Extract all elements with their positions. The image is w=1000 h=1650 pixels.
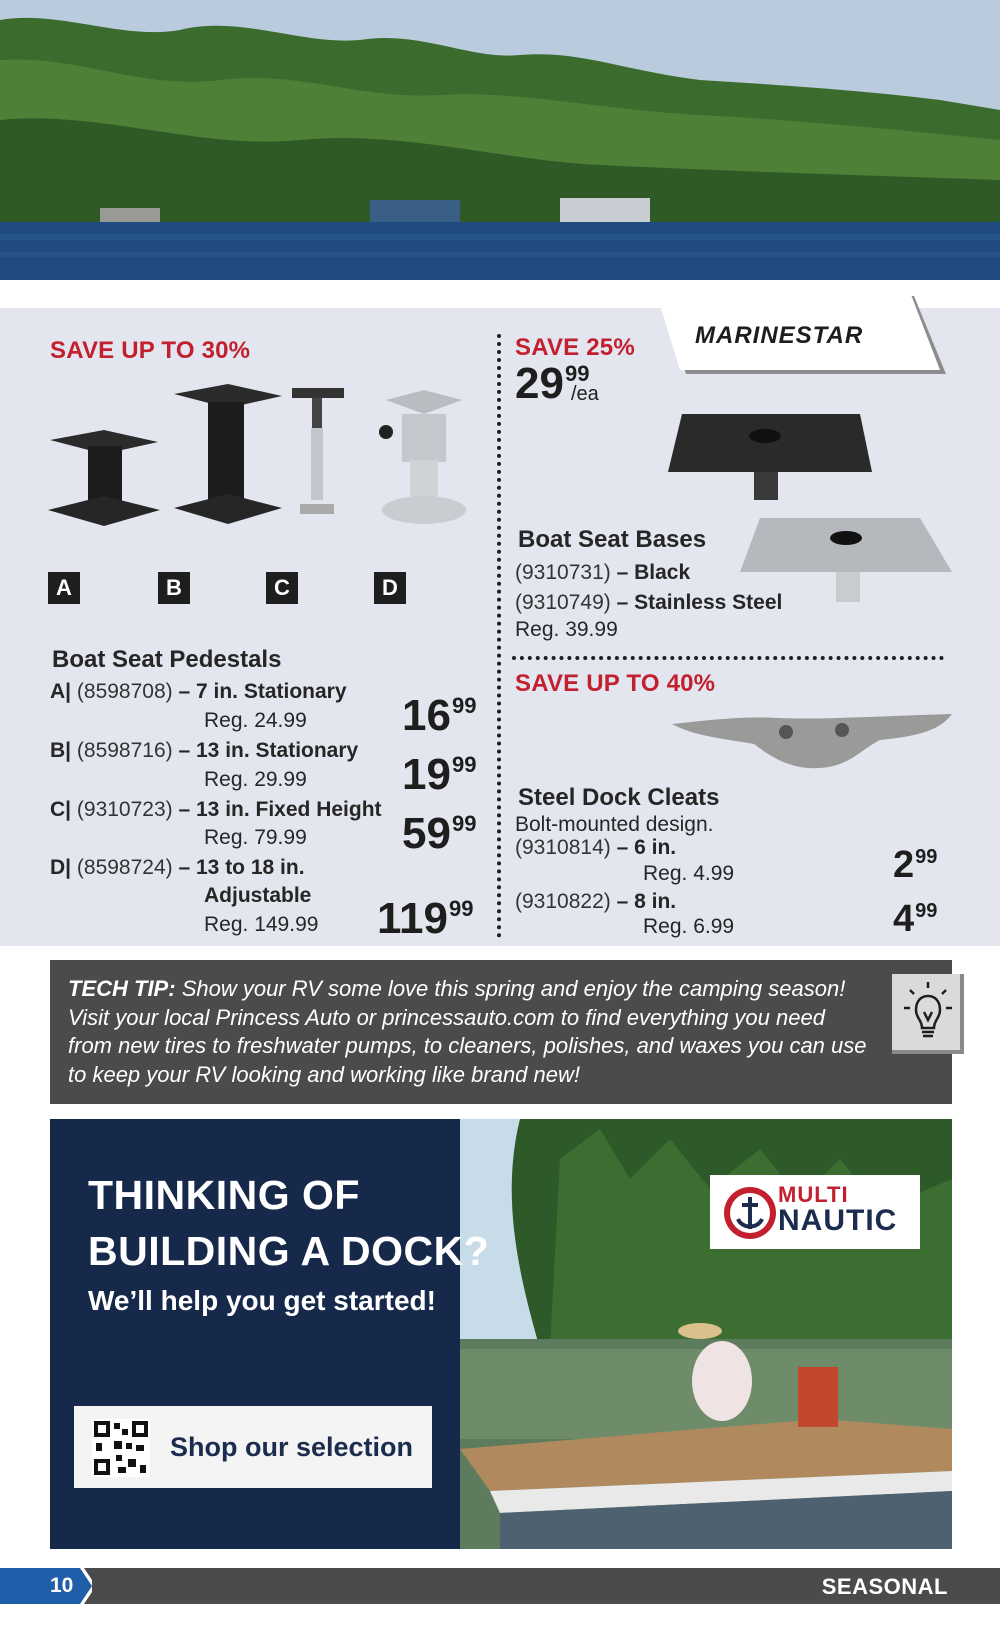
pedestal-d-line2: Adjustable: [204, 884, 312, 907]
qr-code-icon[interactable]: [92, 1419, 150, 1477]
pedestal-b-image: [174, 384, 282, 524]
item-sku: (8598708): [76, 680, 173, 703]
pedestal-b-reg: Reg. 29.99: [204, 768, 307, 791]
pedestal-c-line: [50, 798, 382, 822]
item-desc: – 13 in. Stationary: [178, 739, 359, 762]
row-divider: [512, 656, 944, 660]
letter-d-badge: D: [374, 572, 406, 604]
pedestals-title: Boat Seat Pedestals: [52, 646, 282, 673]
pedestal-d-image: [379, 390, 466, 524]
cleats-subtitle: Bolt-mounted design.: [515, 813, 714, 836]
cleat-6in-reg: Reg. 4.99: [643, 862, 735, 885]
bases-price-unit: /ea: [571, 383, 599, 405]
cleats-save-label: SAVE UP TO 40%: [515, 670, 716, 697]
promo-headline-line1: THINKING OF: [88, 1172, 360, 1218]
cleat-6in-line: (9310814) – 6 in.: [515, 836, 677, 859]
pedestal-b-line: [50, 739, 358, 763]
cleat-8in-reg: Reg. 6.99: [643, 915, 735, 938]
item-letter: B|: [50, 739, 72, 762]
item-letter: D|: [50, 856, 72, 879]
pedestal-a-price: $16^{99}$: [402, 691, 477, 740]
bases-title: Boat Seat Bases: [518, 526, 707, 553]
bases-reg: Reg. 39.99: [515, 618, 618, 641]
pedestal-d-reg: Reg. 149.99: [204, 913, 319, 936]
item-desc: – 7 in. Stationary: [178, 680, 347, 703]
letter-c-badge: C: [266, 572, 298, 604]
column-divider: [497, 334, 501, 938]
bases-price: $29^{99}$: [515, 359, 590, 408]
pedestal-d-price: $119^{99}$: [377, 894, 474, 943]
multinautic-logo-line2: NAUTIC: [778, 1204, 898, 1237]
lightbulb-icon: [892, 974, 964, 1054]
pedestal-c-image: [292, 388, 344, 514]
page-number-tab: [0, 1568, 92, 1604]
pedestal-images: [46, 380, 486, 550]
pedestal-c-price: $59^{99}$: [402, 809, 477, 858]
bases-save-label: SAVE 25%: [515, 334, 635, 361]
item-letter: A|: [50, 680, 72, 703]
item-letter: C|: [50, 798, 72, 821]
pedestal-a-line: [50, 680, 347, 704]
pedestal-a-reg: Reg. 24.99: [204, 709, 307, 732]
tech-tip-text: TECH TIP: Show your RV some love this spring and enjoy the camping season! Visit your local Princess Auto or princessauto.com to find everything you need from new tires to freshwater pumps, to cleaners, polishes, and waxes you can use to keep your RV looking and working like brand new!: [68, 976, 867, 1087]
cleat-6in-price: $2^{99}$: [893, 844, 938, 886]
marinestar-logo: MARINESTAR: [695, 322, 864, 349]
section-label: SEASONAL: [821, 1574, 948, 1599]
pedestal-d-line: [50, 856, 305, 880]
bases-line-stainless: (9310749) – Stainless Steel: [515, 591, 783, 614]
seat-base-images: [660, 410, 960, 610]
promo-headline-line2: BUILDING A DOCK?: [88, 1228, 490, 1274]
cleats-title: Steel Dock Cleats: [518, 784, 720, 811]
letter-b-badge: B: [158, 572, 190, 604]
bases-line-black: (9310731) – Black: [515, 561, 691, 584]
dock-cleat-image: [670, 710, 955, 776]
cleat-8in-price: $4^{99}$: [893, 898, 938, 940]
item-sku: (9310723): [76, 798, 173, 821]
shop-selection-label[interactable]: Shop our selection: [170, 1432, 414, 1462]
item-desc: – 13 to 18 in.: [178, 856, 305, 879]
stainless-base-image: [740, 518, 952, 602]
page-number: 10: [50, 1574, 74, 1597]
pedestal-a-image: [48, 430, 160, 526]
item-sku: (8598724): [76, 856, 173, 879]
cleat-8in-line: (9310822) – 8 in.: [515, 890, 677, 913]
pedestal-c-reg: Reg. 79.99: [204, 826, 307, 849]
pedestals-save-label: SAVE UP TO 30%: [50, 337, 251, 364]
promo-subhead: We’ll help you get started!: [88, 1285, 436, 1316]
hero-lake-photo: [0, 0, 1000, 280]
tech-tip-label: TECH TIP:: [68, 976, 176, 1001]
item-sku: (8598716): [76, 739, 173, 762]
pedestal-b-price: $19^{99}$: [402, 750, 477, 799]
letter-a-badge: A: [48, 572, 80, 604]
item-desc: – 13 in. Fixed Height: [178, 798, 382, 821]
black-base-image: [668, 414, 872, 500]
multinautic-logo-line1: MULTI: [778, 1182, 849, 1207]
